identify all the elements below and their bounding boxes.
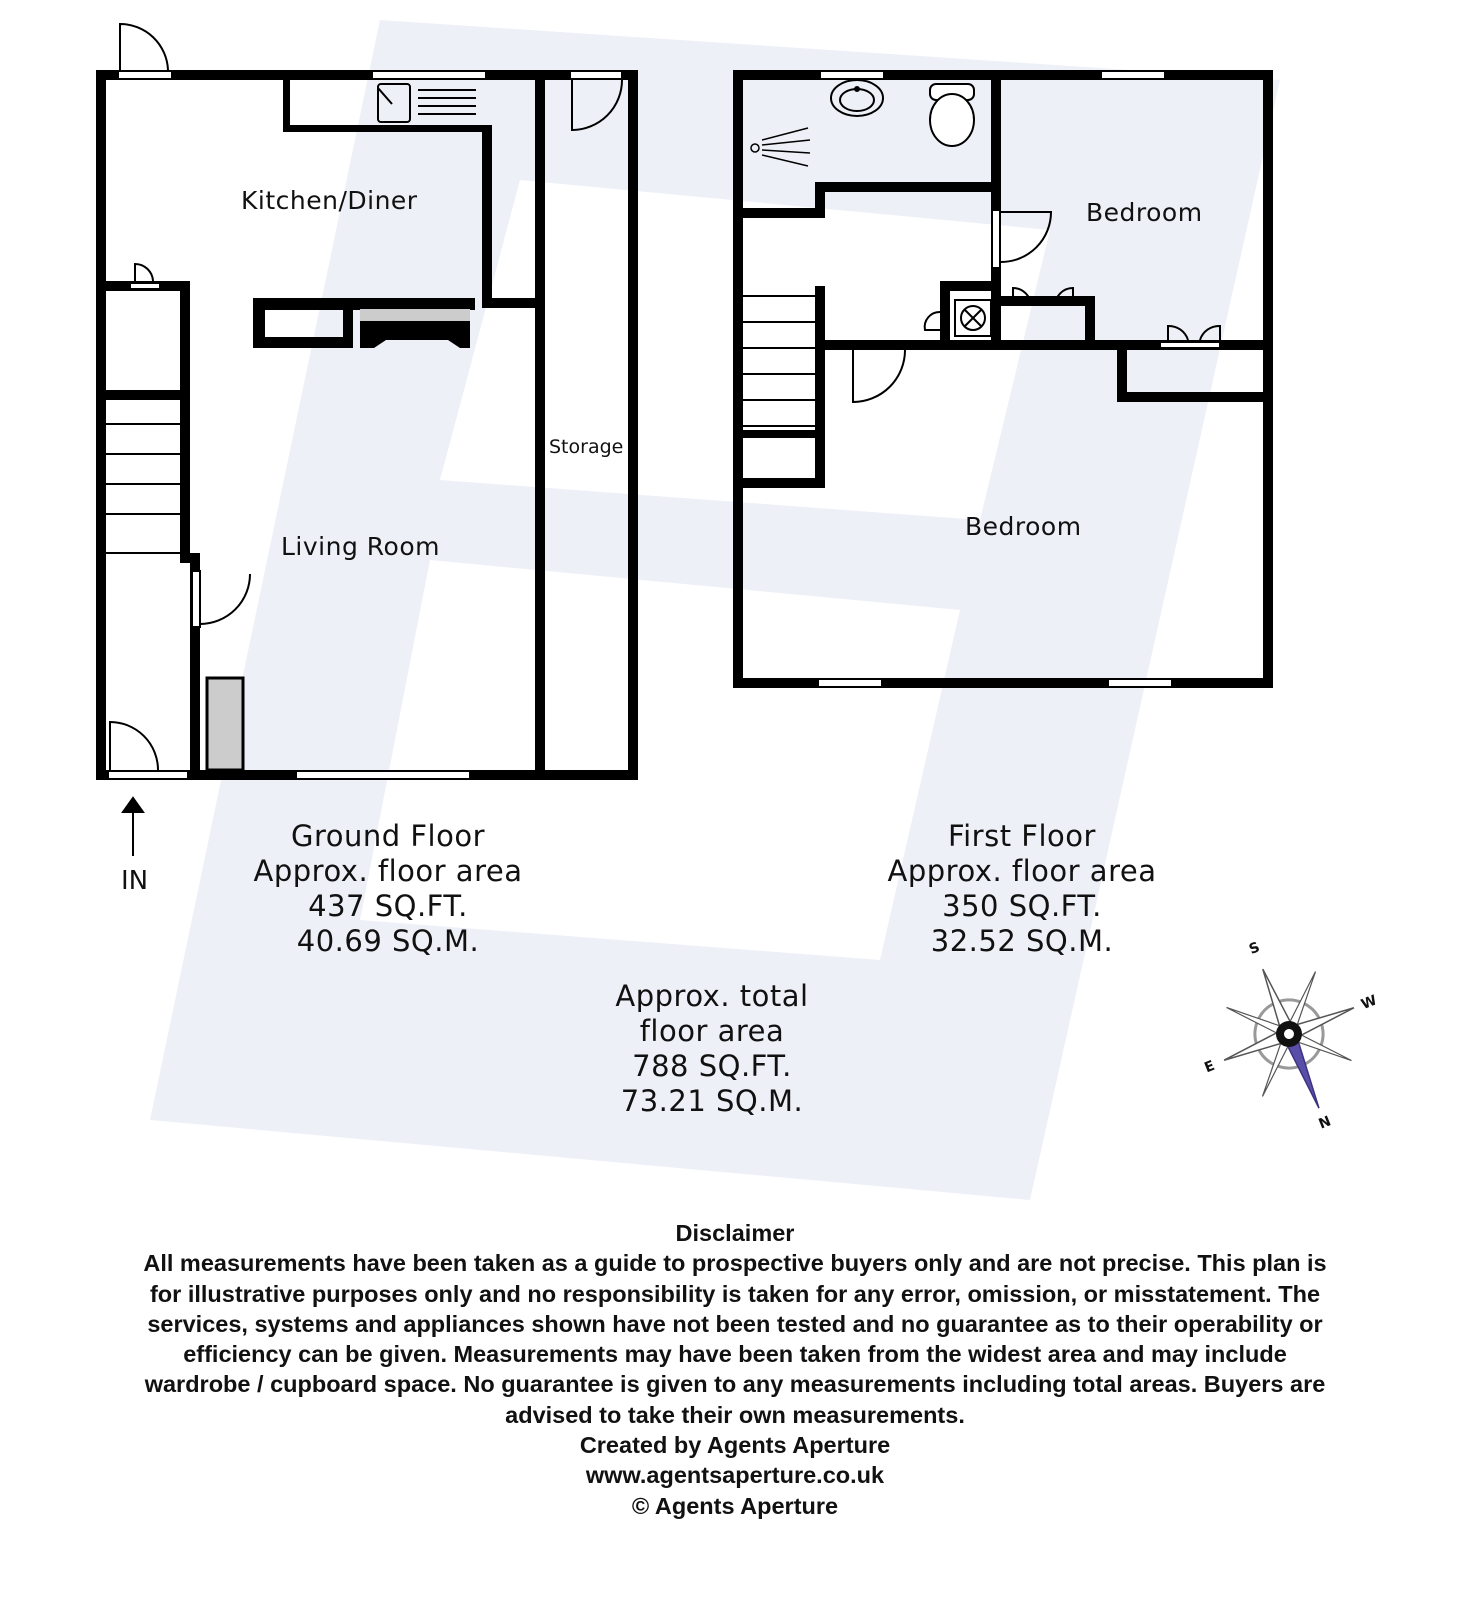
compass-north-label: N [1316,1113,1334,1133]
website-link[interactable]: www.agentsaperture.co.uk [585,1462,885,1489]
first-floor-area-label: Approx. floor area [887,854,1157,888]
copyright-text: © Agents Aperture [631,1492,839,1519]
total-area-line2: floor area [639,1014,785,1048]
disclaimer-line: services, systems and appliances shown have not been tested and no guarantee as to their operability or [147,1310,1323,1337]
disclaimer-block [20,1218,1450,1521]
disclaimer-heading: Disclaimer [675,1220,795,1246]
compass-south-label: S [1246,939,1263,959]
room-label-bedroom-large: Bedroom [965,512,1082,541]
compass-west-label: W [1358,992,1380,1014]
first-floor-sqm: 32.52 SQ.M. [930,924,1114,958]
room-label-storage: Storage [549,436,624,458]
disclaimer-line: for illustrative purposes only and no responsibility is taken for any error, omission, or misstatement. The [149,1280,1321,1307]
ground-floor-title: Ground Floor [290,819,486,853]
created-by-text: Created by Agents Aperture [579,1432,891,1459]
first-floor-title: First Floor [948,819,1096,853]
disclaimer-line: All measurements have been taken as a guide to prospective buyers only and are not precise. This plan is [143,1250,1327,1277]
total-area-sqm: 73.21 SQ.M. [620,1084,804,1118]
ground-floor-sqm: 40.69 SQ.M. [296,924,480,958]
room-label-kitchen-diner: Kitchen/Diner [241,186,418,215]
room-label-living-room: Living Room [281,532,440,561]
room-label-bedroom-small: Bedroom [1086,198,1203,227]
ground-floor-area-block [238,819,538,959]
first-floor-area-block [872,819,1172,959]
entrance-arrow-icon [123,798,143,856]
total-area-line1: Approx. total [615,979,809,1013]
compass-rose-icon [1167,906,1414,1164]
total-area-sqft: 788 SQ.FT. [632,1049,792,1083]
first-floor-sqft: 350 SQ.FT. [942,889,1102,923]
disclaimer-line: efficiency can be given. Measurements may have been taken from the widest area and may include [183,1341,1287,1368]
ground-floor-area-label: Approx. floor area [253,854,523,888]
entrance-label: IN [121,866,149,896]
ground-floor-sqft: 437 SQ.FT. [308,889,468,923]
compass-east-label: E [1202,1057,1218,1077]
total-area-block [562,979,862,1119]
disclaimer-line: wardrobe / cupboard space. No guarantee is given to any measurements including total areas. Buyers are [144,1371,1326,1398]
disclaimer-line: advised to take their own measurements. [505,1401,965,1428]
